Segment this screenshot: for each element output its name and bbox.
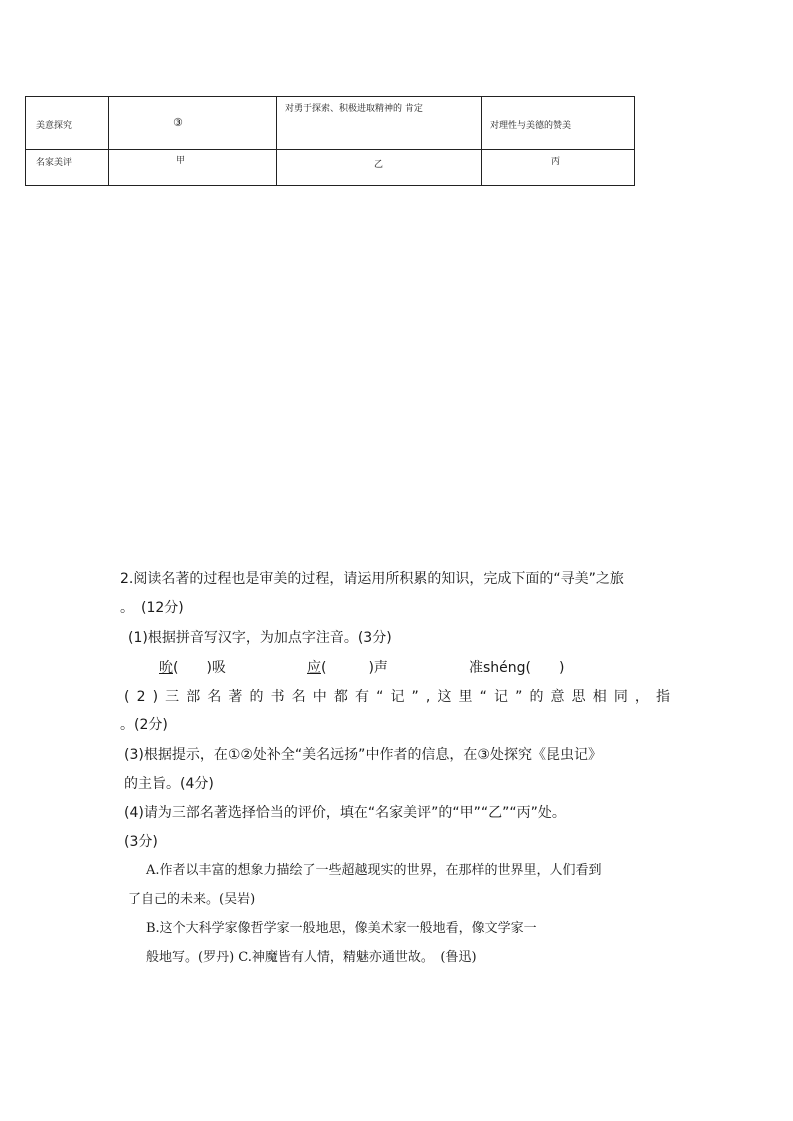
table-cell — [109, 97, 277, 150]
cell-text: 对理性与美德的赞美 — [490, 121, 572, 131]
char: 名 — [291, 689, 306, 705]
option-b: B.这个大科学家像哲学家一般地思，像美术家一般地看，像文学家一 — [146, 921, 537, 936]
char: 同 — [613, 689, 628, 705]
row-label-appreciation: 美意探究 — [36, 121, 73, 131]
pinyin-item-b — [307, 659, 388, 677]
table-cell — [26, 150, 109, 186]
char: 都 — [333, 689, 348, 705]
char: ” — [515, 689, 523, 705]
char: 著 — [228, 689, 243, 705]
option-a-cont: 了自己的未来。(吴岩) — [128, 892, 256, 907]
pinyin-item-a — [159, 659, 226, 677]
blank-jia: 甲 — [176, 156, 186, 166]
char: 记 — [390, 689, 405, 705]
dotted-char: 应 — [307, 660, 321, 676]
table-cell — [482, 97, 635, 150]
subquestion-2 — [124, 688, 670, 706]
char: 三 — [165, 689, 180, 705]
table-cell — [277, 97, 482, 150]
subquestion-2-cont: 。(2分) — [120, 717, 168, 733]
dotted-char: 吮 — [159, 660, 173, 676]
char: 中 — [312, 689, 327, 705]
table-row — [26, 97, 635, 150]
char: 的 — [529, 689, 544, 705]
char: 这 — [437, 689, 452, 705]
row-label-reviews: 名家美评 — [36, 158, 73, 168]
subquestion-4: (4)请为三部名著选择恰当的评价，填在“名家美评”的“甲”“乙”“丙”处。 — [124, 805, 566, 821]
char: “ — [376, 689, 384, 705]
char: 里 — [458, 689, 473, 705]
char: 指 — [656, 689, 670, 705]
option-b-and-c: 般地写。(罗丹) C.神魔皆有人情，精魅亦通世故。 (鲁迅) — [146, 950, 477, 965]
subquestion-4-cont: (3分) — [124, 834, 158, 850]
char: 书 — [270, 689, 285, 705]
table-cell — [26, 97, 109, 150]
pinyin-blank: ( )吸 — [173, 660, 226, 676]
question-intro: 2.阅读名著的过程也是审美的过程，请运用所积累的知识，完成下面的“寻美”之旅 — [120, 571, 624, 587]
char: ) — [152, 689, 159, 705]
blank-marker-3: ③ — [173, 116, 183, 129]
subquestion-3: (3)根据提示，在①②处补全“美名远扬”中作者的信息，在③处探究《昆虫记》 — [124, 747, 602, 763]
cell-text: 对勇于探索、积极进取精神的 肯定 — [285, 104, 423, 114]
char: , — [425, 689, 431, 705]
review-table — [25, 96, 635, 186]
blank-yi: 乙 — [374, 160, 384, 170]
table-cell — [277, 150, 482, 186]
char: 有 — [354, 689, 369, 705]
char: 记 — [493, 689, 508, 705]
table-row — [26, 150, 635, 186]
table-cell — [482, 150, 635, 186]
table-cell — [109, 150, 277, 186]
char: 意 — [550, 689, 565, 705]
char: ， — [634, 689, 649, 705]
pinyin-item-c: 准shéng( ) — [469, 660, 565, 676]
char: 名 — [207, 689, 222, 705]
char: 相 — [592, 689, 607, 705]
question-intro-cont: 。 (12分) — [120, 600, 184, 616]
char: 2 — [136, 689, 146, 705]
blank-bing: 丙 — [551, 157, 561, 167]
char: “ — [479, 689, 487, 705]
char: 部 — [186, 689, 201, 705]
char: ” — [411, 689, 419, 705]
pinyin-blank: ( )声 — [321, 660, 388, 676]
char: 的 — [249, 689, 264, 705]
char: 思 — [571, 689, 586, 705]
char: ( — [124, 689, 130, 705]
option-a: A.作者以丰富的想象力描绘了一些超越现实的世界，在那样的世界里，人们看到 — [146, 863, 602, 878]
subquestion-3-cont: 的主旨。(4分) — [124, 776, 214, 792]
subquestion-1: (1)根据拼音写汉字，为加点字注音。(3分) — [128, 630, 392, 646]
